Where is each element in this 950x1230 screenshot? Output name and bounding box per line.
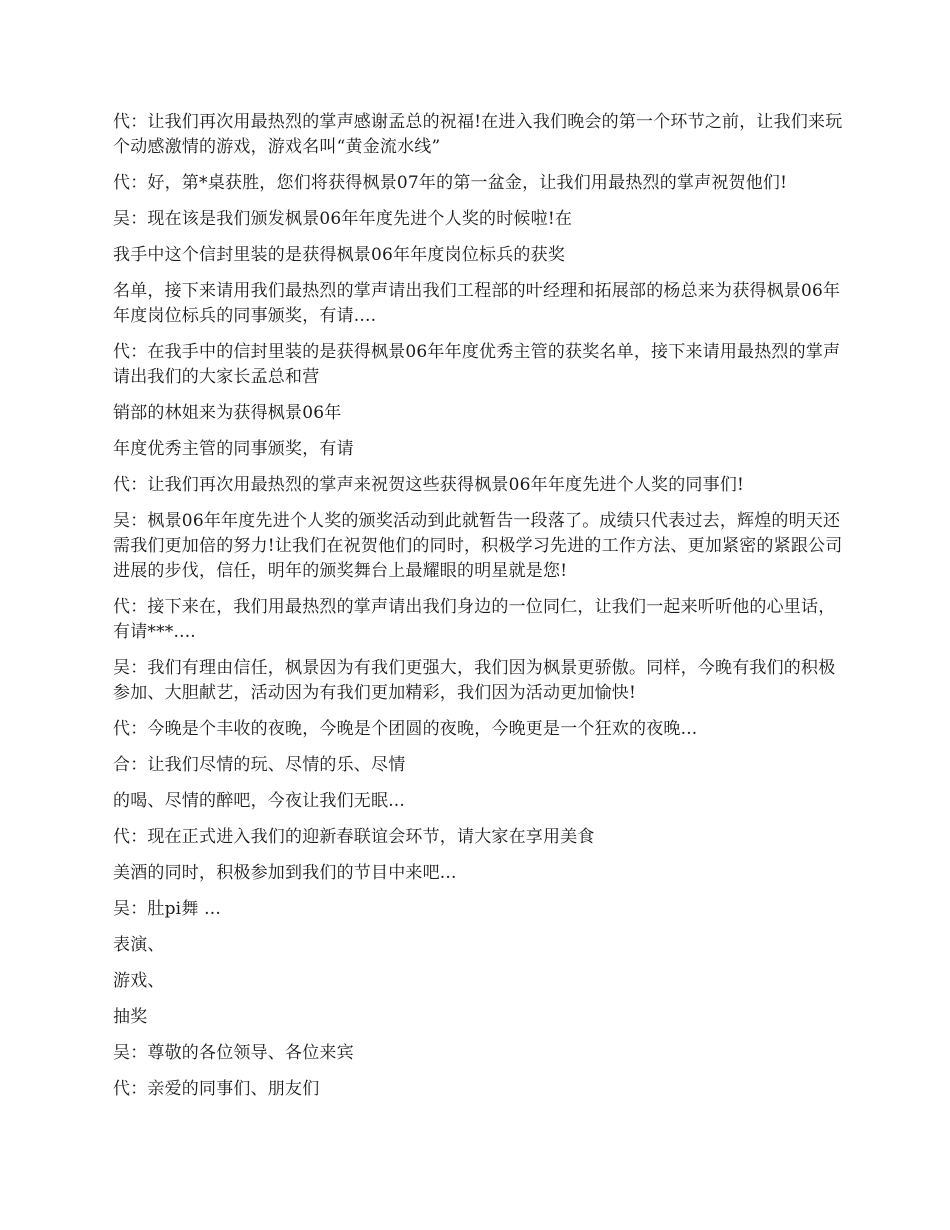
paragraph: 吴：现在该是我们颁发枫景06年年度先进个人奖的时候啦!在 xyxy=(113,209,573,229)
paragraph: 年度优秀主管的同事颁奖，有请 xyxy=(113,439,354,459)
paragraph: 代：在我手中的信封里装的是获得枫景06年年度优秀主管的获奖名单，接下来请用最热烈的掌声请出我们的大家长孟总和营 xyxy=(113,342,841,387)
paragraph: 代：让我们再次用最热烈的掌声来祝贺这些获得枫景06年年度先进个人奖的同事们! xyxy=(113,475,745,495)
paragraph: 吴：我们有理由信任，枫景因为有我们更强大，我们因为枫景更骄傲。同样，今晚有我们的积极参加、大胆献艺，活动因为有我们更加精彩，我们因为活动更加愉快! xyxy=(113,658,836,703)
paragraph: 代：接下来在，我们用最热烈的掌声请出我们身边的一位同仁，让我们一起来听听他的心里话，有请***.... xyxy=(113,597,836,642)
paragraph: 游戏、 xyxy=(113,971,165,991)
paragraph: 代：好，第*桌获胜，您们将获得枫景07年的第一盆金，让我们用最热烈的掌声祝贺他们! xyxy=(113,173,788,193)
paragraph: 抽奖 xyxy=(113,1007,148,1027)
paragraph: 吴：枫景06年年度先进个人奖的颁奖活动到此就暂告一段落了。成绩只代表过去，辉煌的明天还需我们更加倍的努力!让我们在祝贺他们的同时，积极学习先进的工作方法、更加紧密的紧跟公司进展的步伐，信任，明年的颁奖舞台上最耀眼的明星就是您! xyxy=(113,511,843,581)
paragraph: 名单，接下来请用我们最热烈的掌声请出我们工程部的叶经理和拓展部的杨总来为获得枫景06年年度岗位标兵的同事颁奖，有请.... xyxy=(113,281,841,326)
paragraph: 我手中这个信封里装的是获得枫景06年年度岗位标兵的获奖 xyxy=(113,245,566,265)
paragraph: 的喝、尽情的醉吧，今夜让我们无眠... xyxy=(113,791,406,811)
document-page xyxy=(113,110,843,1113)
paragraph: 代：亲爱的同事们、朋友们 xyxy=(113,1079,320,1099)
paragraph: 代：让我们再次用最热烈的掌声感谢孟总的祝福!在进入我们晚会的第一个环节之前，让我们来玩个动感激情的游戏，游戏名叫“黄金流水线” xyxy=(113,112,843,157)
paragraph: 吴：尊敬的各位领导、各位来宾 xyxy=(113,1043,354,1063)
paragraph: 美酒的同时，积极参加到我们的节目中来吧... xyxy=(113,863,457,883)
paragraph: 代：现在正式进入我们的迎新春联谊会环节，请大家在享用美食 xyxy=(113,827,595,847)
paragraph: 吴：肚pi舞 ... xyxy=(113,899,221,919)
paragraph: 表演、 xyxy=(113,935,165,955)
paragraph: 销部的林姐来为获得枫景06年 xyxy=(113,403,342,423)
paragraph: 合：让我们尽情的玩、尽情的乐、尽情 xyxy=(113,755,406,775)
paragraph: 代：今晚是个丰收的夜晚，今晚是个团圆的夜晚，今晚更是一个狂欢的夜晚... xyxy=(113,719,698,739)
